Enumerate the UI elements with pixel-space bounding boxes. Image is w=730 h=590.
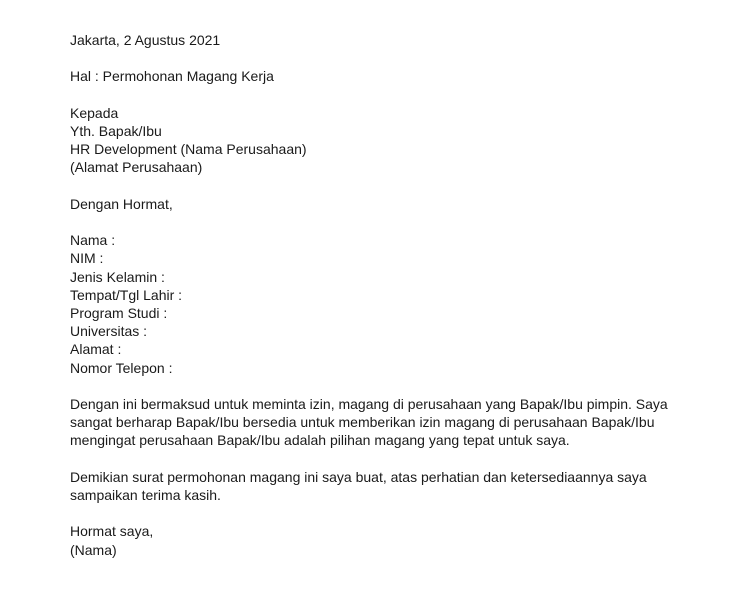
closing: Hormat saya, bbox=[70, 523, 154, 540]
spacer bbox=[70, 504, 710, 522]
subject-line: Hal : Permohonan Magang Kerja bbox=[70, 68, 274, 85]
body-paragraph-2 bbox=[70, 468, 710, 504]
spacer bbox=[70, 213, 710, 231]
recipient-line: Yth. Bapak/Ibu bbox=[70, 122, 162, 139]
field-nim: NIM : bbox=[70, 250, 104, 267]
field-gender: Jenis Kelamin : bbox=[70, 268, 165, 285]
place-date: Jakarta, 2 Agustus 2021 bbox=[70, 32, 221, 48]
field-study-program: Program Studi : bbox=[70, 304, 168, 321]
spacer bbox=[70, 49, 710, 67]
recipient-block bbox=[70, 104, 710, 177]
paragraph-line: sangat berharap Bapak/Ibu bersedia untuk memberikan izin magang di perusahaan Bapak/Ibu bbox=[70, 414, 655, 431]
paragraph-line: Dengan ini bermaksud untuk meminta izin, magang di perusahaan yang Bapak/Ibu pimpin. Saya bbox=[70, 395, 668, 412]
signature-name: (Nama) bbox=[70, 541, 117, 558]
field-address: Alamat : bbox=[70, 341, 122, 358]
field-university: Universitas : bbox=[70, 323, 148, 340]
paragraph-line: sampaikan terima kasih. bbox=[70, 486, 221, 503]
body-paragraph-1 bbox=[70, 395, 710, 450]
recipient-line: HR Development (Nama Perusahaan) bbox=[70, 141, 307, 158]
recipient-line: (Alamat Perusahaan) bbox=[70, 159, 203, 176]
spacer bbox=[70, 450, 710, 468]
field-name: Nama : bbox=[70, 232, 116, 249]
letter-document bbox=[70, 31, 710, 559]
spacer bbox=[70, 177, 710, 195]
paragraph-line: Demikian surat permohonan magang ini saya buat, atas perhatian dan ketersediaannya saya bbox=[70, 468, 647, 485]
spacer bbox=[70, 377, 710, 395]
field-phone: Nomor Telepon : bbox=[70, 359, 173, 376]
applicant-fields bbox=[70, 231, 710, 377]
salutation: Dengan Hormat, bbox=[70, 195, 173, 212]
field-birth: Tempat/Tgl Lahir : bbox=[70, 286, 183, 303]
spacer bbox=[70, 86, 710, 104]
paragraph-line: mengingat perusahaan Bapak/Ibu adalah pilihan magang yang tepat untuk saya. bbox=[70, 432, 570, 449]
recipient-line: Kepada bbox=[70, 104, 119, 121]
